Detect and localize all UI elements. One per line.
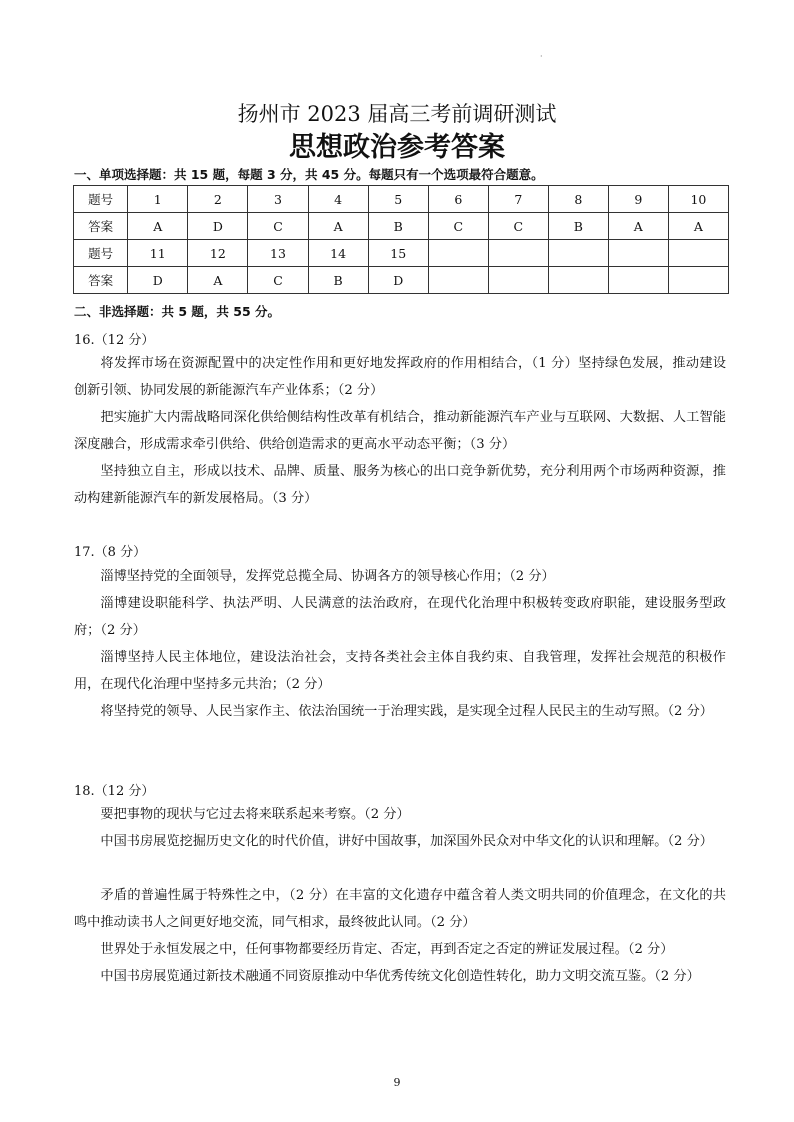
answer-cell: A [308, 213, 368, 240]
table-row [74, 186, 729, 213]
answer-cell: A [608, 213, 668, 240]
empty-cell [488, 267, 548, 294]
question-number: 12 [188, 240, 248, 267]
scan-dot: · [540, 52, 543, 61]
question-number: 13 [248, 240, 308, 267]
answer-cell: B [308, 267, 368, 294]
empty-cell [608, 267, 668, 294]
part1-heading: 一、单项选择题：共 15 题，每题 3 分，共 45 分。每题只有一个选项最符合题意。 [74, 167, 544, 182]
answer-cell: D [128, 267, 188, 294]
table-row [74, 240, 729, 267]
question-number: 5 [368, 186, 428, 213]
empty-cell [668, 240, 728, 267]
q18-answer-5: 中国书房展览通过新技术融通不同资原推动中华优秀传统文化创造性转化，助力文明交流互鉴。（2 分） [100, 969, 700, 984]
question-number: 7 [488, 186, 548, 213]
answer-cell: C [248, 213, 308, 240]
q16-heading: 16.（12 分） [74, 333, 155, 348]
q17-answer-1: 淄博坚持党的全面领导，发挥党总揽全局、协调各方的领导核心作用；（2 分） [100, 569, 555, 584]
empty-cell [668, 267, 728, 294]
empty-cell [428, 267, 488, 294]
q18-answer-1: 要把事物的现状与它过去将来联系起来考察。（2 分） [100, 807, 410, 822]
empty-cell [608, 240, 668, 267]
question-number: 14 [308, 240, 368, 267]
question-number: 4 [308, 186, 368, 213]
q18-answer-2: 中国书房展览挖掘历史文化的时代价值，讲好中国故事，加深国外民众对中华文化的认识和理解。（2 分） [100, 834, 713, 849]
table-row [74, 213, 729, 240]
answer-cell: C [428, 213, 488, 240]
question-number: 10 [668, 186, 728, 213]
answer-cell: D [188, 213, 248, 240]
row-label: 答案 [74, 267, 128, 294]
answer-cell: A [128, 213, 188, 240]
question-number: 11 [128, 240, 188, 267]
empty-cell [548, 267, 608, 294]
answer-cell: B [368, 213, 428, 240]
row-label: 题号 [74, 240, 128, 267]
q16-answer-3: 坚持独立自主，形成以技术、品牌、质量、服务为核心的出口竞争新优势，充分利用两个市场两种资源，推动构建新能源汽车的新发展格局。（3 分） [74, 464, 726, 506]
q16-answer-2: 把实施扩大内需战略同深化供给侧结构性改革有机结合，推动新能源汽车产业与互联网、大数据、人工智能深度融合，形成需求牵引供给、供给创造需求的更高水平动态平衡；（3 分） [74, 410, 726, 452]
question-number: 6 [428, 186, 488, 213]
part2-heading: 二、非选择题：共 5 题，共 55 分。 [74, 304, 281, 319]
q16-answer-1: 将发挥市场在资源配置中的决定性作用和更好地发挥政府的作用相结合，（1 分）坚持绿色发展，推动建设创新引领、协同发展的新能源汽车产业体系；（2 分） [74, 356, 726, 398]
exam-title: 扬州市 2023 届高三考前调研测试 [237, 102, 557, 126]
answer-cell: A [668, 213, 728, 240]
empty-cell [548, 240, 608, 267]
q17-answer-3: 淄博坚持人民主体地位，建设法治社会，支持各类社会主体自我约束、自我管理，发挥社会规范的积极作用，在现代化治理中坚持多元共治；（2 分） [74, 650, 726, 692]
answer-cell: B [548, 213, 608, 240]
q18-answer-4: 世界处于永恒发展之中，任何事物都要经历肯定、否定，再到否定之否定的辨证发展过程。（2 分） [100, 942, 674, 957]
question-number: 15 [368, 240, 428, 267]
q18-answer-3: 矛盾的普遍性属于特殊性之中，（2 分）在丰富的文化遗存中蕴含着人类文明共同的价值理念，在文化的共鸣中推动读书人之间更好地交流，同气相求，最终彼此认同。（2 分） [74, 888, 726, 930]
question-number: 8 [548, 186, 608, 213]
q17-answer-4: 将坚持党的领导、人民当家作主、依法治国统一于治理实践，是实现全过程人民民主的生动写照。（2 分） [100, 704, 713, 719]
row-label: 答案 [74, 213, 128, 240]
document-subtitle: 思想政治参考答案 [289, 132, 505, 163]
answer-cell: D [368, 267, 428, 294]
answer-cell: A [188, 267, 248, 294]
empty-cell [488, 240, 548, 267]
question-number: 1 [128, 186, 188, 213]
q17-answer-2: 淄博建设职能科学、执法严明、人民满意的法治政府，在现代化治理中积极转变政府职能，建设服务型政府；（2 分） [74, 596, 726, 638]
q17-heading: 17.（8 分） [74, 545, 147, 560]
answer-cell: C [248, 267, 308, 294]
empty-cell [428, 240, 488, 267]
question-number: 2 [188, 186, 248, 213]
page-number: 9 [393, 1076, 401, 1089]
q18-heading: 18.（12 分） [74, 784, 155, 799]
question-number: 9 [608, 186, 668, 213]
question-number: 3 [248, 186, 308, 213]
answer-cell: C [488, 213, 548, 240]
table-row [74, 267, 729, 294]
answer-table [73, 185, 729, 294]
row-label: 题号 [74, 186, 128, 213]
